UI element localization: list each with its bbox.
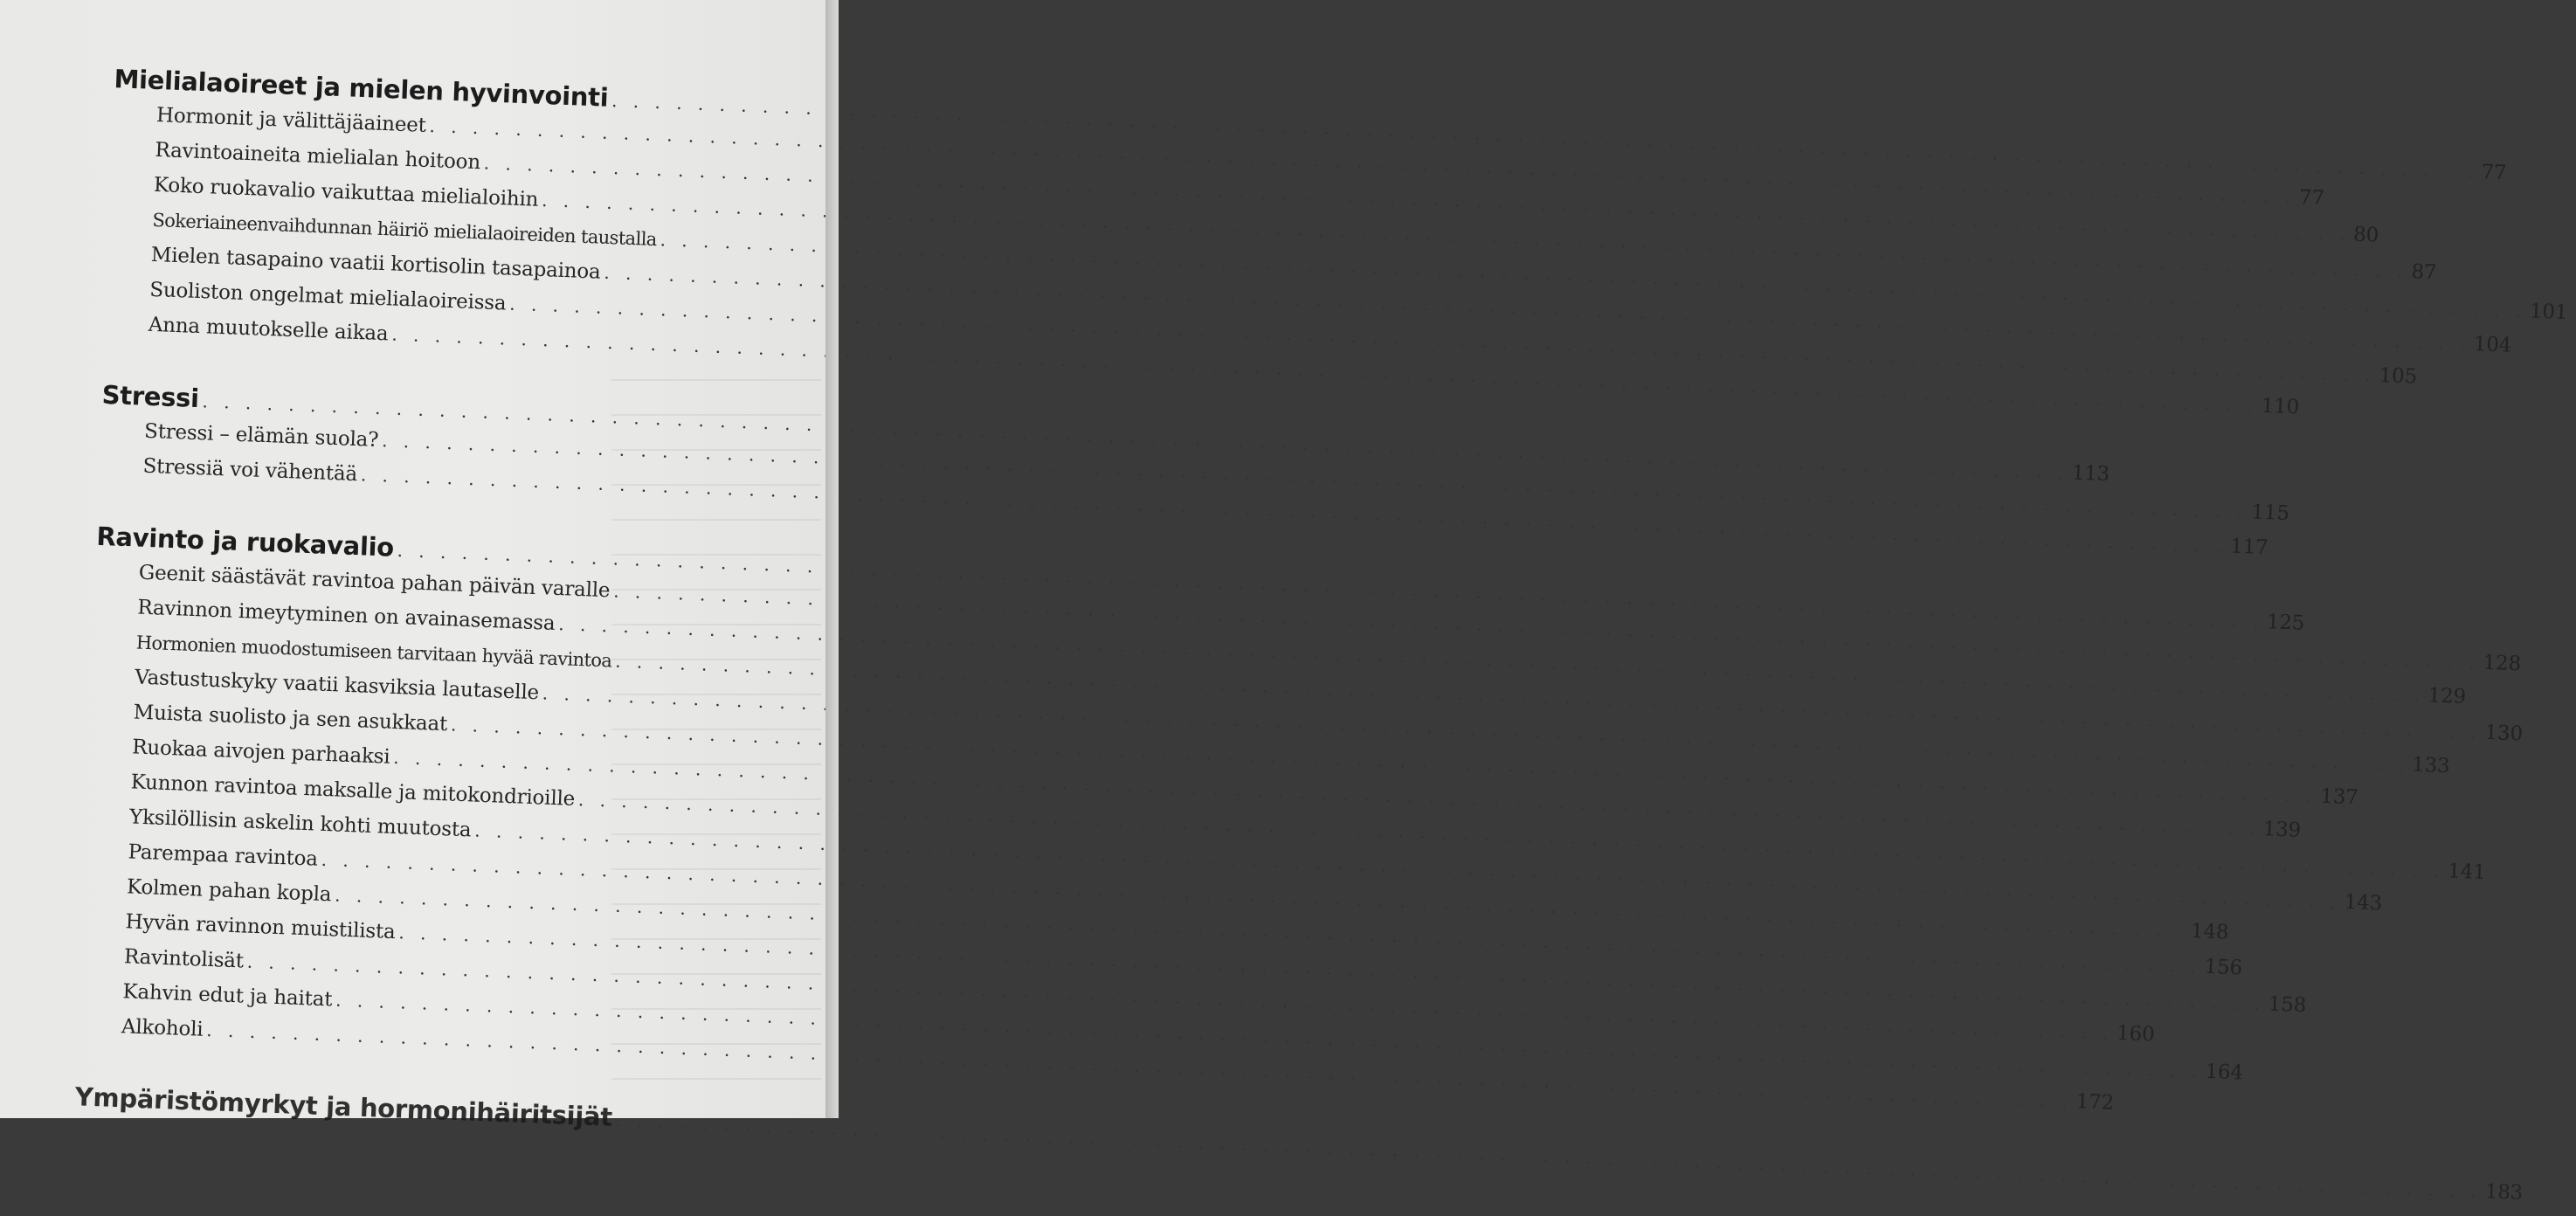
entry-title: Suoliston ongelmat mielialaoireissa: [148, 278, 507, 315]
page-number: 77: [2481, 161, 2507, 185]
section-title: Ympäristömyrkyt ja hormonihäiritsijät: [74, 1081, 613, 1132]
page-number: 164: [2205, 1060, 2244, 1085]
entry-title: Hormonit ja välittäjäaineet: [155, 103, 427, 137]
page-number: 183: [2484, 1180, 2524, 1205]
entry-title: Geenit säästävät ravintoa pahan päivän varalle: [138, 561, 611, 603]
section-title: Stressi: [101, 379, 200, 414]
page-number: 133: [2411, 753, 2450, 778]
page-number: 117: [2229, 535, 2269, 560]
entry-title: Kahvin edut ja haitat: [122, 980, 333, 1012]
entry-title: Stressiä voi vähentää: [142, 454, 358, 487]
page-number: 156: [2204, 955, 2243, 980]
dot-leader: [615, 1109, 2482, 1202]
entry-title: Kunnon ravintoa maksalle ja mitokondrioille: [130, 770, 576, 811]
page-number: 143: [2344, 890, 2383, 915]
entry-title: Vastustuskyky vaatii kasviksia lautaselle: [134, 666, 540, 705]
page-number: 130: [2484, 721, 2524, 746]
page-number: 77: [2298, 186, 2325, 211]
page-number: 128: [2483, 651, 2522, 676]
entry-title: Ravintoaineita mielialan hoitoon: [155, 138, 481, 175]
entry-title: Parempaa ravintoa: [128, 840, 319, 871]
page-number: 110: [2261, 394, 2300, 419]
entry-title: Anna muutokselle aikaa: [148, 313, 389, 346]
entry-title: Ravintolisät: [123, 945, 245, 973]
page-number: 104: [2473, 333, 2512, 357]
entry-title: Yksilöllisin askelin kohti muutosta: [128, 805, 472, 842]
page-number: 87: [2411, 260, 2437, 285]
page-number: 158: [2268, 992, 2307, 1018]
page-number: 141: [2447, 860, 2487, 884]
page-number: 148: [2190, 920, 2229, 944]
entry-title: Alkoholi: [121, 1015, 204, 1041]
page-number: 160: [2116, 1021, 2155, 1047]
entry-title: Ravinnon imeytyminen on avainasemassa: [136, 596, 556, 635]
section-title: Mielialaoireet ja mielen hyvinvointi: [113, 64, 610, 113]
section-title: Ravinto ja ruokavalio: [95, 521, 395, 563]
page-number: 129: [2428, 684, 2467, 708]
entry-title: Hormonien muodostumiseen tarvitaan hyvää ravintoa: [135, 632, 612, 672]
page-number: 105: [2379, 363, 2418, 389]
entry-title: Ruokaa aivojen parhaaksi: [131, 736, 390, 769]
entry-title: Hyvän ravinnon muistilista: [125, 910, 397, 944]
entry-title: Stressi – elämän suola?: [143, 419, 379, 452]
page-number: 101: [2529, 300, 2568, 325]
page-number: 125: [2266, 611, 2305, 635]
page-number: 139: [2262, 818, 2302, 842]
entry-title: Mielen tasapaino vaatii kortisolin tasapainoa: [150, 243, 602, 284]
entry-title: Koko ruokavalio vaikuttaa mielialoihin: [153, 173, 539, 211]
page-number: 115: [2251, 501, 2290, 526]
page-number: 80: [2352, 223, 2379, 247]
page-edge: [825, 0, 839, 1118]
entry-title: Kolmen pahan kopla: [126, 875, 332, 907]
entry-title: Sokeriaineenvaihdunnan häiriö mielialaoireiden taustalla: [151, 209, 658, 251]
page-number: 172: [2075, 1090, 2115, 1115]
entry-title: Muista suolisto ja sen asukkaat: [133, 701, 448, 736]
page-number: 137: [2319, 784, 2359, 810]
page-number: 113: [2071, 461, 2110, 487]
